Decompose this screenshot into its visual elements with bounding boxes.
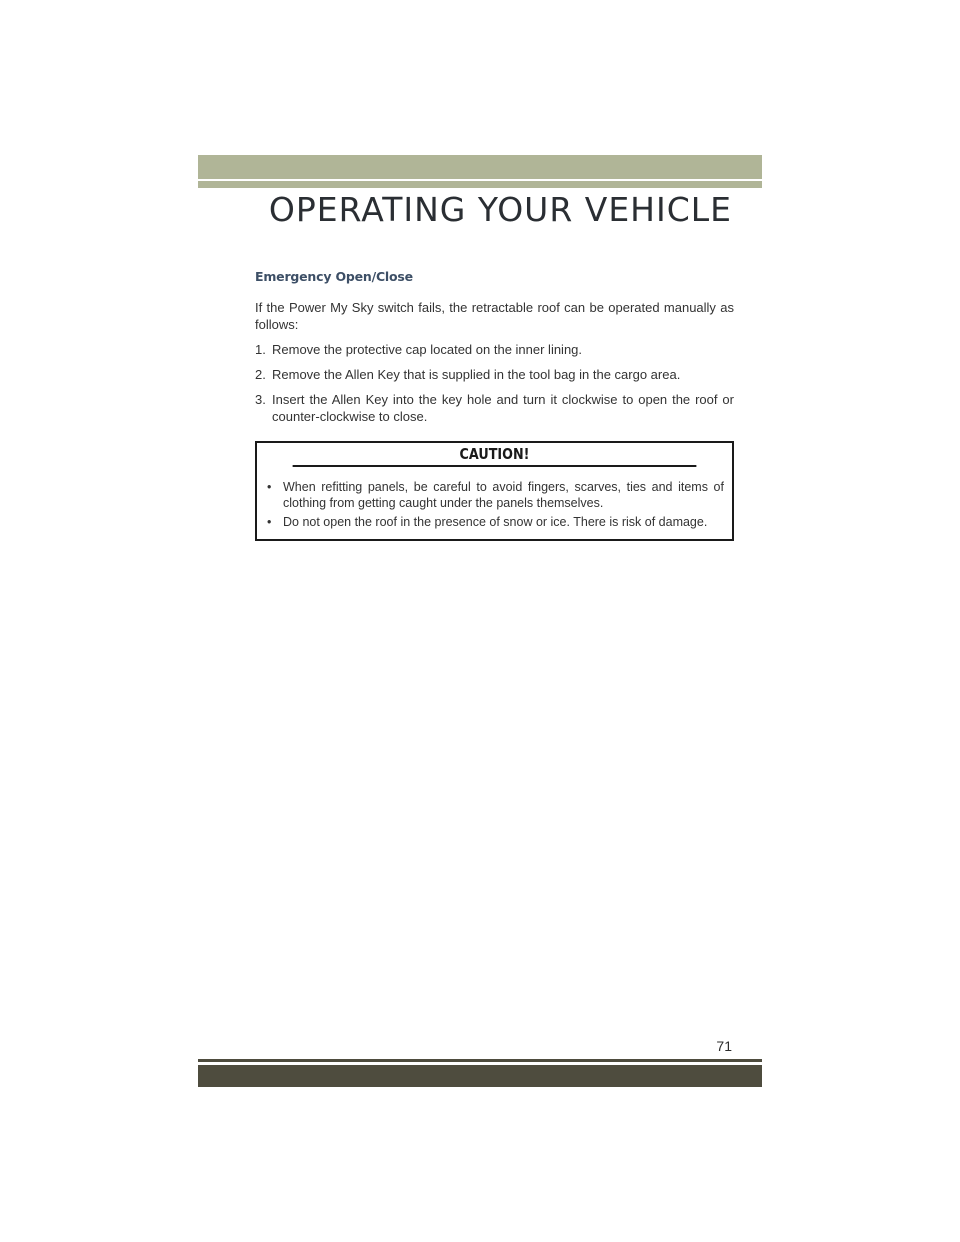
subheading: Emergency Open/Close (255, 269, 413, 284)
header-band-thin (198, 181, 762, 188)
step-item (255, 341, 734, 358)
header-band (198, 155, 762, 179)
caution-title: CAUTION! (293, 443, 697, 467)
step-number: 2. (255, 367, 266, 382)
intro-paragraph: If the Power My Sky switch fails, the retractable roof can be operated manually as follows: (255, 300, 734, 332)
step-item (255, 366, 734, 383)
step-number: 3. (255, 392, 266, 407)
step-text: Remove the protective cap located on the inner lining. (272, 342, 583, 357)
step-text: Remove the Allen Key that is supplied in the tool bag in the cargo area. (272, 367, 681, 382)
bullet-icon: • (267, 480, 272, 494)
bullet-icon: • (267, 515, 272, 529)
step-number: 1. (255, 342, 266, 357)
caution-item (265, 514, 724, 530)
content-column (255, 268, 734, 541)
steps-list (255, 341, 734, 425)
footer-band (198, 1065, 762, 1087)
caution-list (257, 467, 732, 539)
caution-box (255, 441, 734, 541)
section-title: OPERATING YOUR VEHICLE (268, 190, 732, 229)
caution-text: When refitting panels, be careful to avoid fingers, scarves, ties and items of clothing from getting caught under the panels themselves. (283, 480, 724, 510)
step-item (255, 391, 734, 425)
page-number: 71 (716, 1038, 732, 1054)
step-text: Insert the Allen Key into the key hole and turn it clockwise to open the roof or counter-clockwise to close. (272, 392, 734, 424)
footer-band-thin (198, 1059, 762, 1062)
caution-item (265, 479, 724, 511)
caution-text: Do not open the roof in the presence of snow or ice. There is risk of damage. (283, 515, 708, 529)
